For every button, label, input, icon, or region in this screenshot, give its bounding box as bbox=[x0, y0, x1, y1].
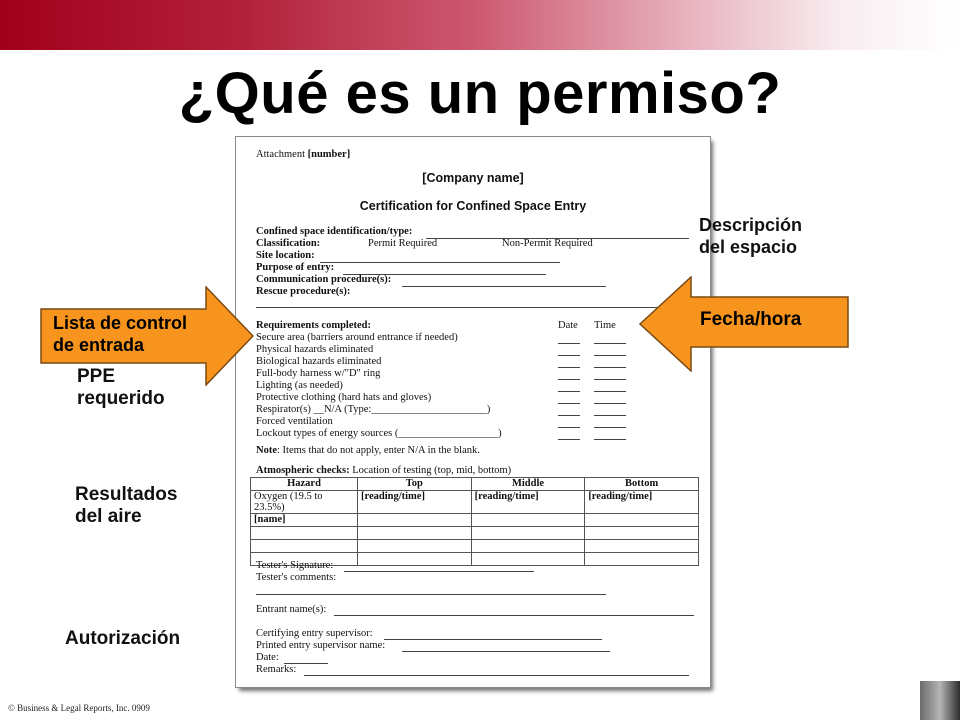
field-purpose: Purpose of entry: bbox=[256, 262, 335, 273]
check-blank bbox=[594, 343, 626, 344]
atmospheric-heading-line: Atmospheric checks: Location of testing (top, mid, bottom) bbox=[256, 465, 512, 476]
requirement-item: Respirator(s) __N/A (Type:______________________) bbox=[256, 404, 491, 415]
field-id-type: Confined space identification/type: bbox=[256, 226, 413, 237]
check-blank bbox=[558, 415, 580, 416]
table-header: Hazard bbox=[251, 478, 358, 491]
permit-document bbox=[236, 137, 710, 687]
check-blank bbox=[558, 427, 580, 428]
table-cell bbox=[251, 527, 358, 540]
checklist-label: Lista de control de entrada bbox=[53, 313, 188, 355]
field-site-location: Site location: bbox=[256, 250, 315, 261]
check-blank bbox=[558, 355, 580, 356]
table-cell bbox=[585, 553, 699, 566]
blank-line bbox=[402, 286, 606, 287]
table-row bbox=[251, 514, 699, 527]
option-permit-required: Permit Required bbox=[368, 238, 438, 249]
air-results-label: Resultados del aire bbox=[75, 484, 178, 527]
field-communication: Communication procedure(s): bbox=[256, 274, 392, 285]
table-cell bbox=[471, 514, 585, 527]
field-classification: Classification: bbox=[256, 238, 321, 249]
table-cell: [reading/time] bbox=[358, 491, 472, 514]
table-row bbox=[251, 527, 699, 540]
table-cell bbox=[585, 527, 699, 540]
date-field: Date: bbox=[256, 652, 279, 663]
table-cell bbox=[358, 514, 472, 527]
table-header: Top bbox=[358, 478, 472, 491]
check-blank bbox=[594, 355, 626, 356]
atmospheric-table bbox=[250, 477, 699, 566]
slide-title: ¿Qué es un permiso? bbox=[178, 61, 782, 126]
table-row bbox=[251, 491, 699, 514]
table-cell bbox=[358, 553, 472, 566]
requirement-item: Lockout types of energy sources (___________________) bbox=[256, 428, 502, 439]
blank-line bbox=[384, 639, 602, 640]
requirement-item: Protective clothing (hard hats and gloves) bbox=[256, 392, 432, 403]
table-cell bbox=[358, 527, 472, 540]
note-line: Note: Items that do not apply, enter N/A in the blank. bbox=[256, 445, 480, 456]
corner-decoration bbox=[920, 681, 960, 720]
blank-line bbox=[256, 594, 606, 595]
check-blank bbox=[558, 403, 580, 404]
blank-line bbox=[320, 262, 560, 263]
check-blank bbox=[558, 367, 580, 368]
table-cell bbox=[251, 540, 358, 553]
check-blank bbox=[594, 427, 626, 428]
company-name: [Company name] bbox=[422, 171, 524, 185]
divider bbox=[256, 307, 686, 308]
table-cell bbox=[585, 540, 699, 553]
entrant-names: Entrant name(s): bbox=[256, 604, 327, 615]
blank-line bbox=[402, 651, 610, 652]
blank-line bbox=[344, 571, 534, 572]
check-blank bbox=[558, 391, 580, 392]
table-cell bbox=[471, 540, 585, 553]
check-blank bbox=[558, 343, 580, 344]
table-cell: [reading/time] bbox=[471, 491, 585, 514]
table-cell: [reading/time] bbox=[585, 491, 699, 514]
certifying-supervisor: Certifying entry supervisor: bbox=[256, 628, 373, 639]
space-description-label: Descripción del espacio bbox=[699, 215, 803, 257]
check-blank bbox=[594, 403, 626, 404]
check-blank bbox=[594, 379, 626, 380]
copyright: © Business & Legal Reports, Inc. 0909 bbox=[8, 703, 150, 713]
check-blank bbox=[558, 439, 580, 440]
check-blank bbox=[594, 391, 626, 392]
document-heading: Certification for Confined Space Entry bbox=[359, 199, 587, 213]
requirements-heading: Requirements completed: bbox=[256, 320, 371, 331]
table-row bbox=[251, 540, 699, 553]
table-header: Bottom bbox=[585, 478, 699, 491]
tester-comments: Tester's comments: bbox=[256, 572, 337, 583]
check-blank bbox=[558, 379, 580, 380]
authorization-label: Autorización bbox=[65, 628, 181, 649]
field-rescue: Rescue procedure(s): bbox=[256, 286, 351, 297]
date-column: Date bbox=[558, 320, 578, 331]
requirement-item: Full-body harness w/"D" ring bbox=[256, 368, 381, 379]
table-cell bbox=[471, 527, 585, 540]
ppe-label: PPE requerido bbox=[77, 366, 165, 409]
title-bar bbox=[0, 0, 960, 50]
table-cell bbox=[358, 540, 472, 553]
table-cell bbox=[585, 514, 699, 527]
blank-line bbox=[304, 675, 689, 676]
requirement-item: Secure area (barriers around entrance if needed) bbox=[256, 332, 458, 343]
requirement-item: Lighting (as needed) bbox=[256, 380, 343, 391]
check-blank bbox=[594, 367, 626, 368]
requirement-item: Forced ventilation bbox=[256, 416, 333, 427]
blank-line bbox=[334, 615, 694, 616]
check-blank bbox=[594, 415, 626, 416]
table-header: Middle bbox=[471, 478, 585, 491]
tester-signature: Tester's Signature: bbox=[256, 560, 334, 571]
remarks-field: Remarks: bbox=[256, 664, 297, 675]
table-cell: Oxygen (19.5 to 23.5%) bbox=[251, 491, 358, 514]
attachment-line: Attachment [number] bbox=[256, 149, 351, 160]
table-cell: [name] bbox=[251, 514, 358, 527]
requirement-item: Physical hazards eliminated bbox=[256, 344, 374, 355]
check-blank bbox=[594, 439, 626, 440]
requirement-item: Biological hazards eliminated bbox=[256, 356, 382, 367]
time-column: Time bbox=[594, 320, 616, 331]
datetime-label: Fecha/hora bbox=[700, 309, 802, 330]
printed-supervisor-name: Printed entry supervisor name: bbox=[256, 640, 386, 651]
table-cell bbox=[471, 553, 585, 566]
option-non-permit-required: Non-Permit Required bbox=[502, 238, 593, 249]
